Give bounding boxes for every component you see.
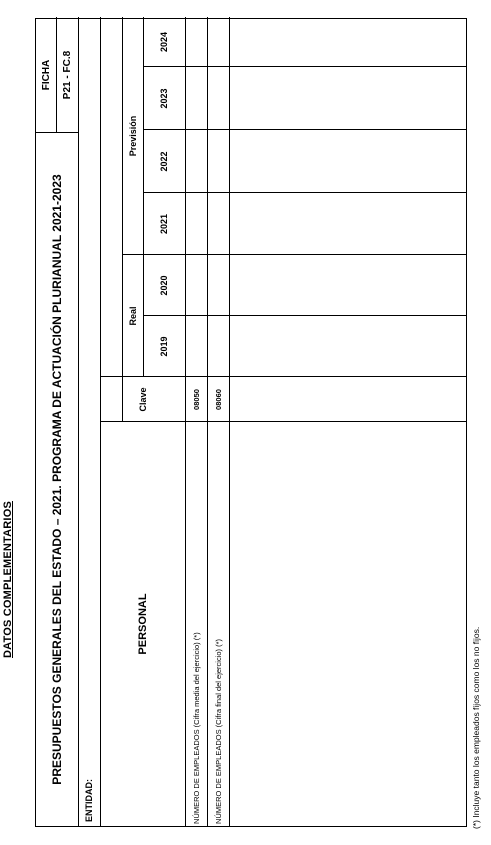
row-clave-employees-final: 08060 bbox=[213, 389, 223, 410]
form-title: PRESUPUESTOS GENERALES DEL ESTADO – 2021. PROGRAMA DE ACTUACIÓN PLURIANUAL 2021-2023 bbox=[50, 174, 64, 785]
real-group-header: Real bbox=[127, 306, 138, 326]
year-2021-header: 2021 bbox=[159, 213, 169, 235]
column-line bbox=[100, 376, 466, 377]
year-2024-header: 2024 bbox=[159, 31, 169, 53]
budget-form-table bbox=[35, 18, 467, 827]
column-line bbox=[122, 254, 466, 255]
year-2020-header: 2020 bbox=[159, 275, 169, 296]
ficha-label: FICHA bbox=[40, 59, 52, 91]
header-grid-line bbox=[143, 17, 144, 377]
ficha-code: P21 - FC.8 bbox=[62, 50, 73, 100]
header-grid-line bbox=[122, 17, 123, 422]
title-divider bbox=[36, 132, 78, 133]
ficha-divider bbox=[56, 17, 57, 133]
row-clave-employees-average: 08050 bbox=[191, 389, 201, 410]
column-line bbox=[100, 421, 466, 422]
year-2019-header: 2019 bbox=[159, 336, 169, 357]
row-label-employees-average: NÚMERO DE EMPLEADOS (Cifra media del ejercicio) (*) bbox=[191, 632, 201, 824]
prevision-group-header: Previsión bbox=[127, 115, 138, 157]
section-heading: DATOS COMPLEMENTARIOS bbox=[2, 501, 14, 658]
column-line bbox=[143, 192, 466, 193]
year-2023-header: 2023 bbox=[159, 88, 169, 109]
entidad-label: ENTIDAD: bbox=[84, 779, 94, 822]
column-line bbox=[143, 129, 466, 130]
column-line bbox=[143, 66, 466, 67]
column-line bbox=[143, 315, 466, 316]
personal-header: PERSONAL bbox=[136, 593, 149, 655]
header-bottom-line bbox=[78, 17, 79, 826]
clave-header: Clave bbox=[137, 387, 148, 412]
row-label-employees-final: NÚMERO DE EMPLEADOS (Cifra final del ejercicio) (*) bbox=[213, 638, 223, 824]
year-2022-header: 2022 bbox=[159, 151, 169, 172]
footnote: (*) Incluye tanto los empleados fijos como los no fijos. bbox=[471, 626, 481, 829]
